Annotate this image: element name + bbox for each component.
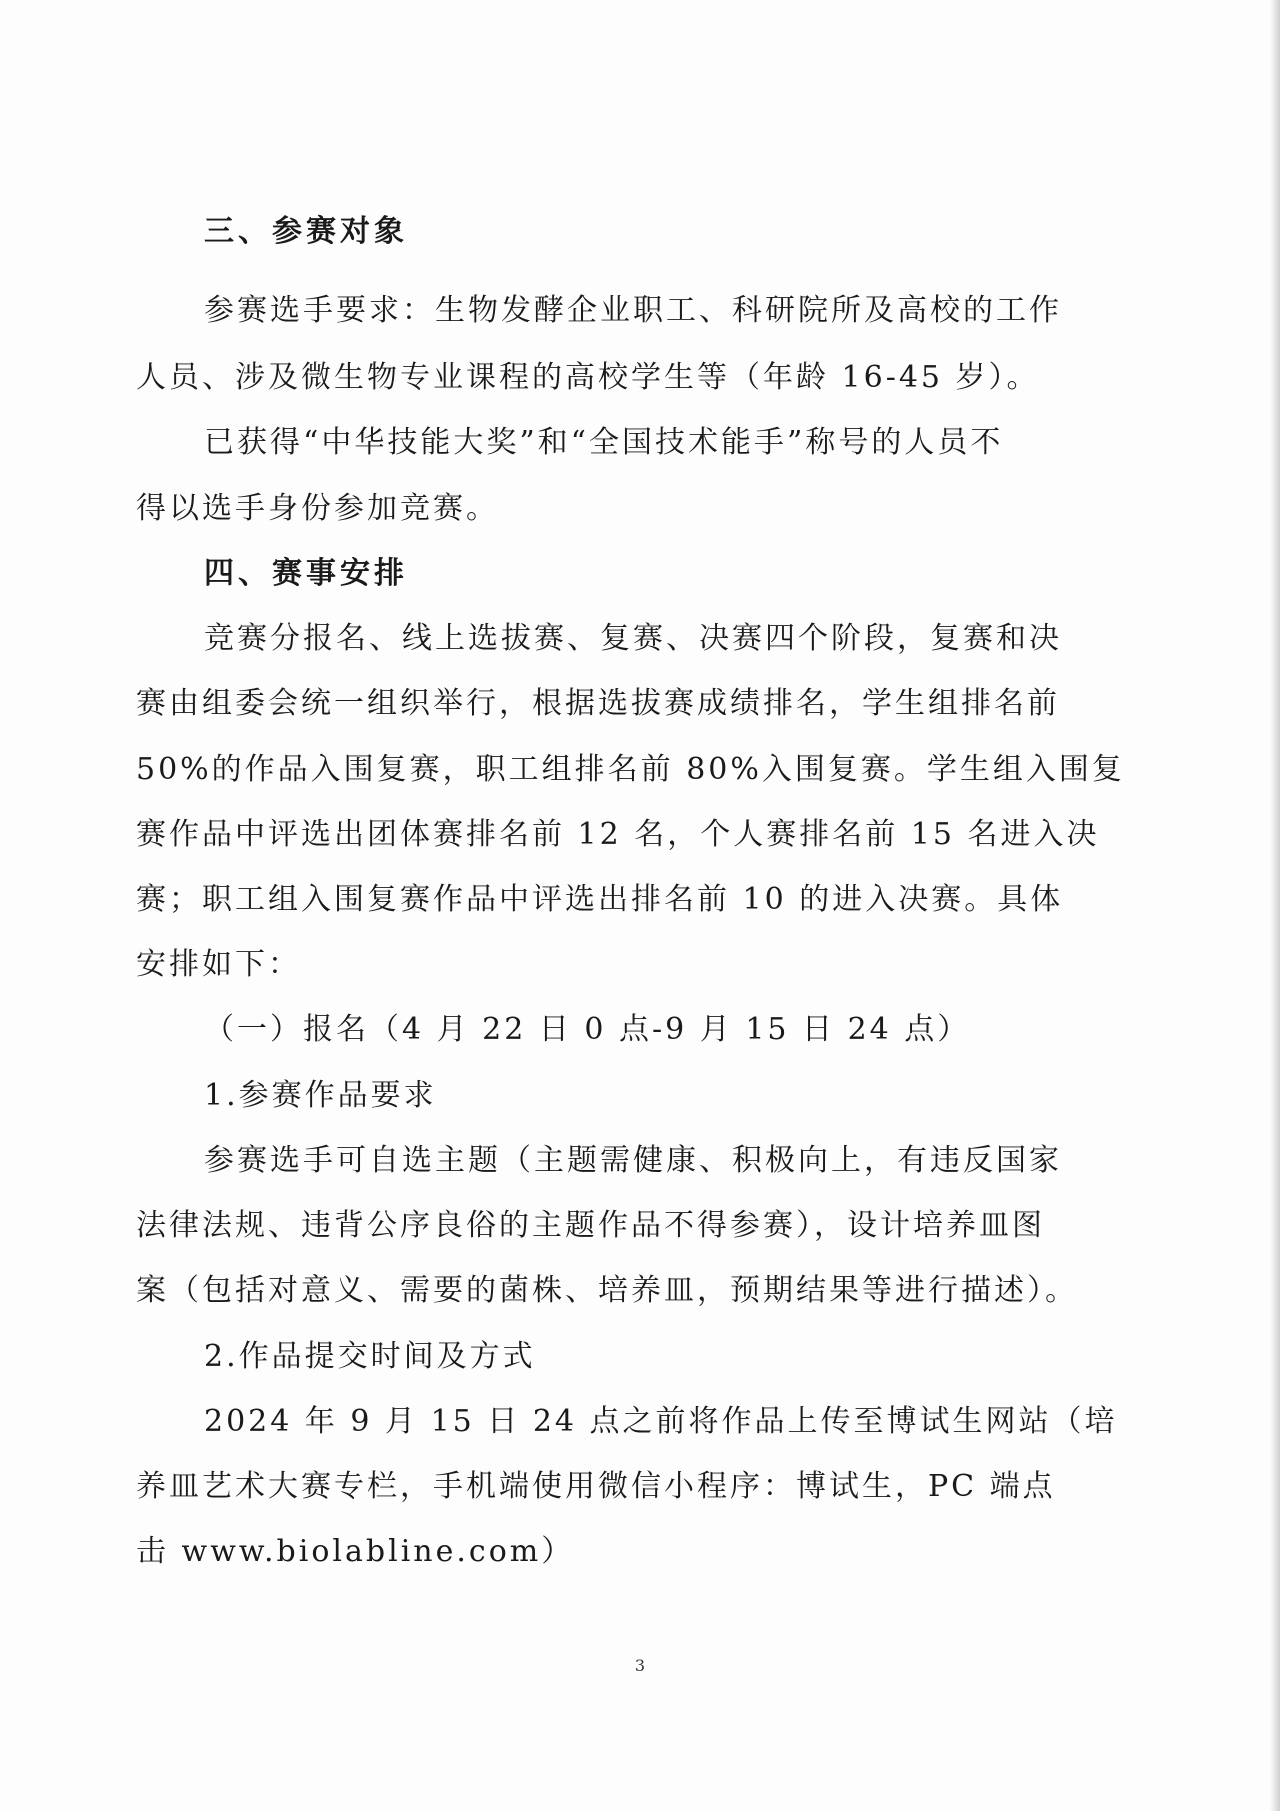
paragraph-line: 法律法规、违背公序良俗的主题作品不得参赛），设计培养皿图	[136, 1208, 1045, 1243]
paragraph-line: 参赛选手可自选主题（主题需健康、积极向上，有违反国家	[204, 1143, 1062, 1178]
item-heading-submission: 2.作品提交时间及方式	[204, 1339, 536, 1374]
paragraph-line: 2024 年 9 月 15 日 24 点之前将作品上传至博试生网站（培	[204, 1404, 1118, 1439]
paragraph-line: 赛由组委会统一组织举行，根据选拔赛成绩排名，学生组排名前	[136, 686, 1060, 721]
paragraph-line-website: 击 www.biolabline.com）	[136, 1534, 575, 1569]
paragraph-line: 案（包括对意义、需要的菌株、培养皿，预期结果等进行描述）。	[136, 1273, 1078, 1308]
paragraph-line: 赛作品中评选出团体赛排名前 12 名，个人赛排名前 15 名进入决	[136, 817, 1100, 852]
paragraph-line: 50%的作品入围复赛，职工组排名前 80%入围复赛。学生组入围复	[136, 752, 1125, 787]
paragraph-line: 人员、涉及微生物专业课程的高校学生等（年龄 16-45 岁）。	[136, 360, 1040, 395]
section-heading-participants: 三、参赛对象	[204, 214, 408, 249]
paragraph-line: 赛；职工组入围复赛作品中评选出排名前 10 的进入决赛。具体	[136, 882, 1064, 917]
paragraph-line: 养皿艺术大赛专栏，手机端使用微信小程序：博试生，PC 端点	[136, 1469, 1056, 1504]
paragraph-line: 已获得“中华技能大奖”和“全国技术能手”称号的人员不	[204, 425, 1004, 460]
paragraph-line: 参赛选手要求：生物发酵企业职工、科研院所及高校的工作	[204, 293, 1062, 328]
subsection-heading-registration: （一）报名（4 月 22 日 0 点-9 月 15 日 24 点）	[204, 1012, 971, 1047]
paragraph-line: 得以选手身份参加竞赛。	[136, 491, 499, 526]
section-heading-schedule: 四、赛事安排	[204, 556, 408, 591]
item-heading-entry-requirements: 1.参赛作品要求	[204, 1078, 437, 1113]
paragraph-line: 竞赛分报名、线上选拔赛、复赛、决赛四个阶段，复赛和决	[204, 621, 1062, 656]
paragraph-line: 安排如下：	[136, 947, 301, 982]
page-number: 3	[634, 1656, 646, 1675]
